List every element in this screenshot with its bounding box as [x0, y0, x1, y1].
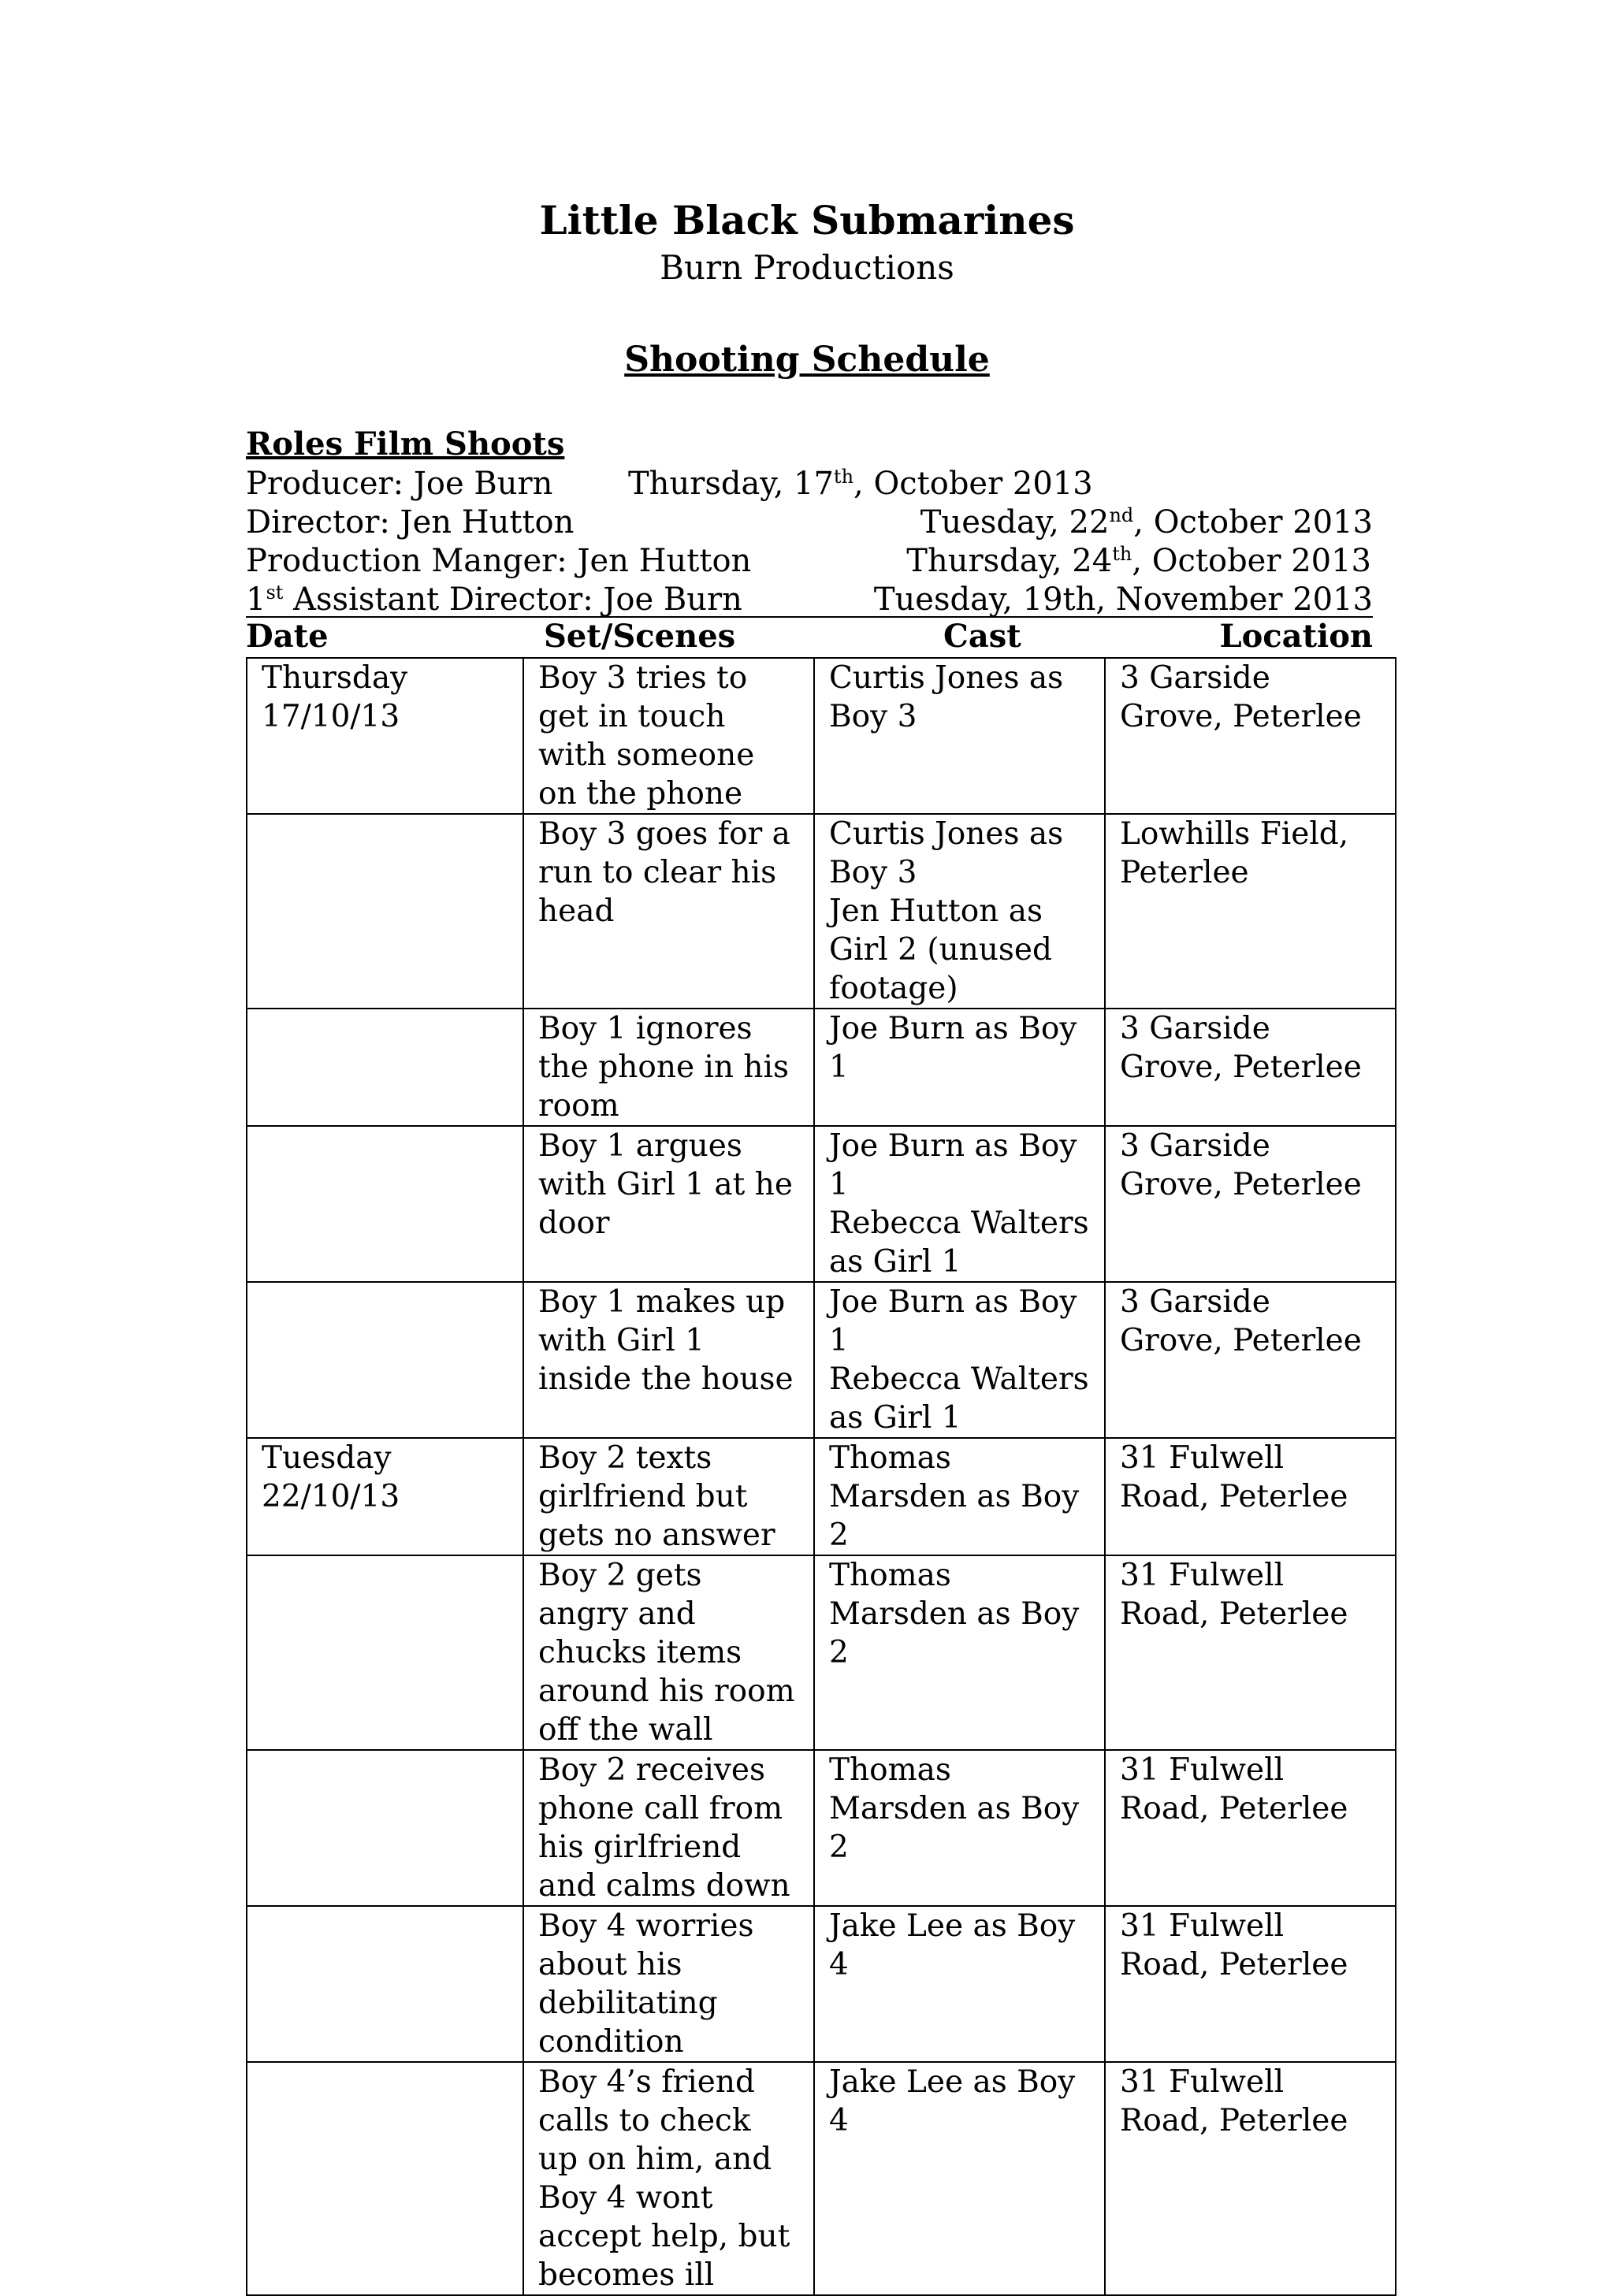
- shoot-date: Tuesday, 22nd, October 2013: [920, 504, 1373, 541]
- cast-cell: Curtis Jones as Boy 3: [814, 658, 1105, 814]
- scene-cell: Boy 4 worries about his debilitating condition: [523, 1906, 814, 2062]
- shoot-date: Thursday, 24th, October 2013: [906, 543, 1371, 579]
- schedule-table-body: [247, 658, 1396, 2295]
- table-row: [247, 1750, 1396, 1906]
- table-row: [247, 1009, 1396, 1126]
- role-row-production-manager: [246, 542, 1373, 581]
- location-cell: 31 Fulwell Road, Peterlee: [1105, 1555, 1396, 1750]
- cast-cell: Thomas Marsden as Boy 2: [814, 1555, 1105, 1750]
- role-row-director: [246, 503, 1373, 542]
- schedule-table: [246, 657, 1396, 2296]
- shoot-date: Tuesday, 19th, November 2013: [873, 581, 1373, 618]
- scene-cell: Boy 4’s friend calls to check up on him, and Boy 4 wont accept help, but becomes ill: [523, 2062, 814, 2295]
- cast-cell: Thomas Marsden as Boy 2: [814, 1750, 1105, 1906]
- date-cell: [247, 1555, 523, 1750]
- location-cell: 31 Fulwell Road, Peterlee: [1105, 2062, 1396, 2295]
- table-row: [247, 1906, 1396, 2062]
- date-cell: [247, 1906, 523, 2062]
- location-cell: Lowhills Field, Peterlee: [1105, 814, 1396, 1009]
- schedule-heading: Shooting Schedule: [624, 340, 990, 380]
- column-header-cast: Cast: [943, 618, 1021, 655]
- date-cell: Tuesday 22/10/13: [247, 1438, 523, 1555]
- document-subtitle: Burn Productions: [660, 248, 954, 287]
- date-cell: Thursday 17/10/13: [247, 658, 523, 814]
- location-cell: 3 Garside Grove, Peterlee: [1105, 1009, 1396, 1126]
- date-cell: [247, 1282, 523, 1438]
- cast-cell: Curtis Jones as Boy 3 Jen Hutton as Girl 2 (unused footage): [814, 814, 1105, 1009]
- column-header-scenes: Set/Scenes: [544, 618, 736, 655]
- table-row: [247, 1555, 1396, 1750]
- role-label: Producer: Joe Burn: [246, 466, 553, 502]
- table-row: [247, 2062, 1396, 2295]
- document-title: Little Black Submarines: [539, 197, 1075, 243]
- location-cell: 3 Garside Grove, Peterlee: [1105, 658, 1396, 814]
- column-header-date: Date: [246, 618, 329, 655]
- table-column-headers: [246, 618, 1373, 657]
- scene-cell: Boy 1 ignores the phone in his room: [523, 1009, 814, 1126]
- cast-cell: Joe Burn as Boy 1 Rebecca Walters as Girl 1: [814, 1126, 1105, 1282]
- date-cell: [247, 1750, 523, 1906]
- role-label: Production Manger: Jen Hutton: [246, 543, 752, 579]
- roles-section: [246, 425, 1373, 619]
- table-row: [247, 814, 1396, 1009]
- cast-cell: Joe Burn as Boy 1 Rebecca Walters as Girl 1: [814, 1282, 1105, 1438]
- location-cell: 31 Fulwell Road, Peterlee: [1105, 1438, 1396, 1555]
- table-row: [247, 1438, 1396, 1555]
- date-cell: [247, 1126, 523, 1282]
- date-cell: [247, 2062, 523, 2295]
- role-row-assistant-director: [246, 581, 1373, 619]
- date-cell: [247, 1009, 523, 1126]
- scene-cell: Boy 3 tries to get in touch with someone on the phone: [523, 658, 814, 814]
- location-cell: 31 Fulwell Road, Peterlee: [1105, 1750, 1396, 1906]
- role-label: Director: Jen Hutton: [246, 504, 575, 541]
- roles-heading: Roles Film Shoots: [246, 425, 565, 463]
- scene-cell: Boy 1 makes up with Girl 1 inside the house: [523, 1282, 814, 1438]
- location-cell: 3 Garside Grove, Peterlee: [1105, 1282, 1396, 1438]
- table-row: [247, 1282, 1396, 1438]
- column-header-location: Location: [1219, 618, 1373, 655]
- cast-cell: Jake Lee as Boy 4: [814, 2062, 1105, 2295]
- scene-cell: Boy 2 gets angry and chucks items around his room off the wall: [523, 1555, 814, 1750]
- scene-cell: Boy 3 goes for a run to clear his head: [523, 814, 814, 1009]
- role-row-producer: [246, 465, 1373, 503]
- scene-cell: Boy 2 receives phone call from his girlfriend and calms down: [523, 1750, 814, 1906]
- scene-cell: Boy 2 texts girlfriend but gets no answer: [523, 1438, 814, 1555]
- role-label: 1st Assistant Director: Joe Burn: [246, 581, 742, 618]
- date-cell: [247, 814, 523, 1009]
- cast-cell: Thomas Marsden as Boy 2: [814, 1438, 1105, 1555]
- scene-cell: Boy 1 argues with Girl 1 at he door: [523, 1126, 814, 1282]
- shoot-date: Thursday, 17th, October 2013: [628, 466, 1093, 502]
- location-cell: 31 Fulwell Road, Peterlee: [1105, 1906, 1396, 2062]
- cast-cell: Joe Burn as Boy 1: [814, 1009, 1105, 1126]
- location-cell: 3 Garside Grove, Peterlee: [1105, 1126, 1396, 1282]
- table-row: [247, 1126, 1396, 1282]
- table-row: [247, 658, 1396, 814]
- cast-cell: Jake Lee as Boy 4: [814, 1906, 1105, 2062]
